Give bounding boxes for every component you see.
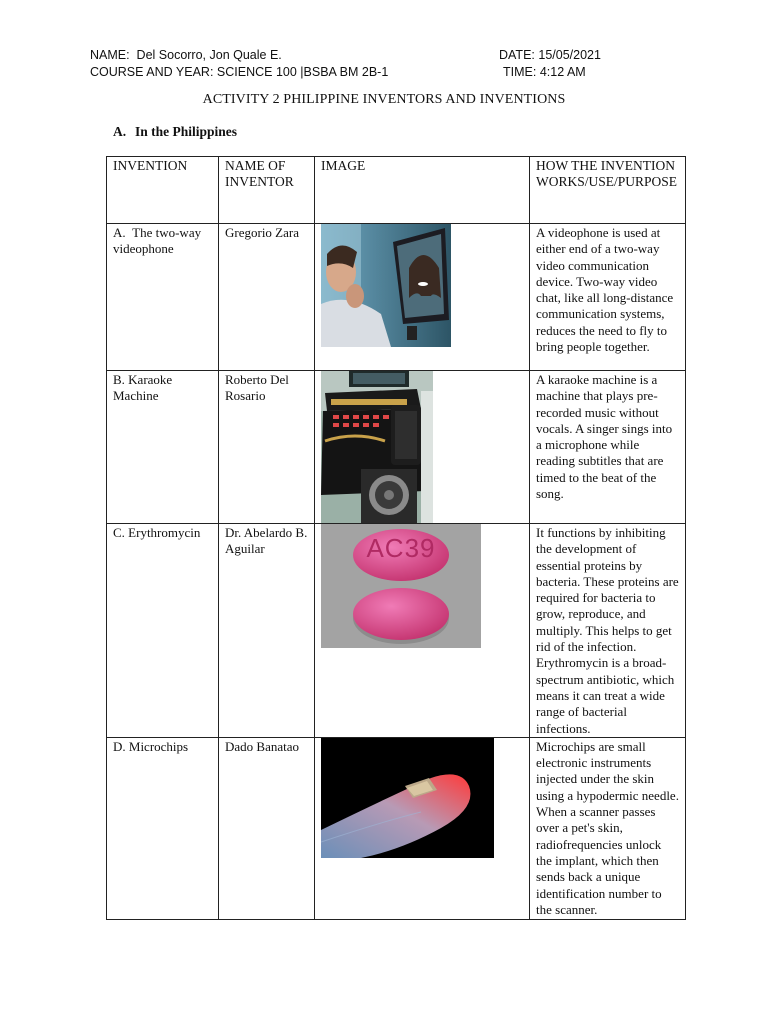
student-name <box>90 47 282 63</box>
header-inventor: NAME OF INVENTOR <box>219 157 315 224</box>
invention-cell: D. Microchips <box>107 737 219 919</box>
section-heading <box>113 124 237 140</box>
inventor-cell: Dr. Abelardo B. Aguilar <box>219 524 315 738</box>
table-row <box>107 737 686 919</box>
image-cell <box>315 737 530 919</box>
header-how-it-works: HOW THE INVENTION WORKS/USE/PURPOSE <box>530 157 686 224</box>
inventor-cell: Roberto Del Rosario <box>219 371 315 524</box>
invention-cell: C. Erythromycin <box>107 524 219 738</box>
image-cell <box>315 224 530 371</box>
table-row <box>107 524 686 738</box>
table-row <box>107 224 686 371</box>
description-cell: A videophone is used at either end of a two-way video communication device. Two-way video chat, like all long-distance communication systems, reduces the need to fly to bring people together. <box>530 224 686 371</box>
image-cell <box>315 524 530 738</box>
course-value: SCIENCE 100 |BSBA BM 2B-1 <box>216 65 389 79</box>
table-header-row <box>107 157 686 224</box>
table-row <box>107 371 686 524</box>
invention-cell: A. The two-way videophone <box>107 224 219 371</box>
header-invention: INVENTION <box>107 157 219 224</box>
invention-cell: B. Karaoke Machine <box>107 371 219 524</box>
course-and-year <box>90 64 388 80</box>
inventions-table <box>106 156 686 920</box>
header-image: IMAGE <box>315 157 530 224</box>
description-cell: Microchips are small electronic instruments injected under the skin using a hypodermic needle. When a scanner passes over a pet's skin, radiofrequencies unlock the implant, which then sends back a unique identification number to the scanner. <box>530 737 686 919</box>
section-label: In the Philippines <box>135 124 238 139</box>
videophone-photo <box>321 224 451 347</box>
image-cell <box>315 371 530 524</box>
erythromycin-pill-photo <box>321 524 481 648</box>
karaoke-machine-photo <box>321 371 433 523</box>
name-value: Del Socorro, Jon Quale E. <box>136 48 282 62</box>
inventor-cell: Dado Banatao <box>219 737 315 919</box>
microchip-on-finger-photo <box>321 738 494 858</box>
course-label: COURSE AND YEAR: <box>90 65 214 79</box>
date-label: DATE: <box>499 48 535 62</box>
time <box>503 64 586 80</box>
description-cell: It functions by inhibiting the development of essential proteins by bacteria. These proteins are required for bacteria to grow, reproduce, and multiply. This helps to get rid of the infection. Erythromycin is a broad-spectrum antibiotic, which means it can treat a wide range of bacterial infections. <box>530 524 686 738</box>
inventor-cell: Gregorio Zara <box>219 224 315 371</box>
pill-imprint: AC39 <box>366 533 436 563</box>
date <box>499 47 601 63</box>
time-value: 4:12 AM <box>539 65 586 79</box>
description-cell: A karaoke machine is a machine that plays pre-recorded music without vocals. A singer sings into a microphone while reading subtitles that are timed to the beat of the song. <box>530 371 686 524</box>
date-value: 15/05/2021 <box>538 48 601 62</box>
name-label: NAME: <box>90 48 130 62</box>
time-label: TIME: <box>503 65 537 79</box>
section-letter: A. <box>113 124 127 139</box>
activity-title: ACTIVITY 2 PHILIPPINE INVENTORS AND INVENTIONS <box>202 92 566 107</box>
